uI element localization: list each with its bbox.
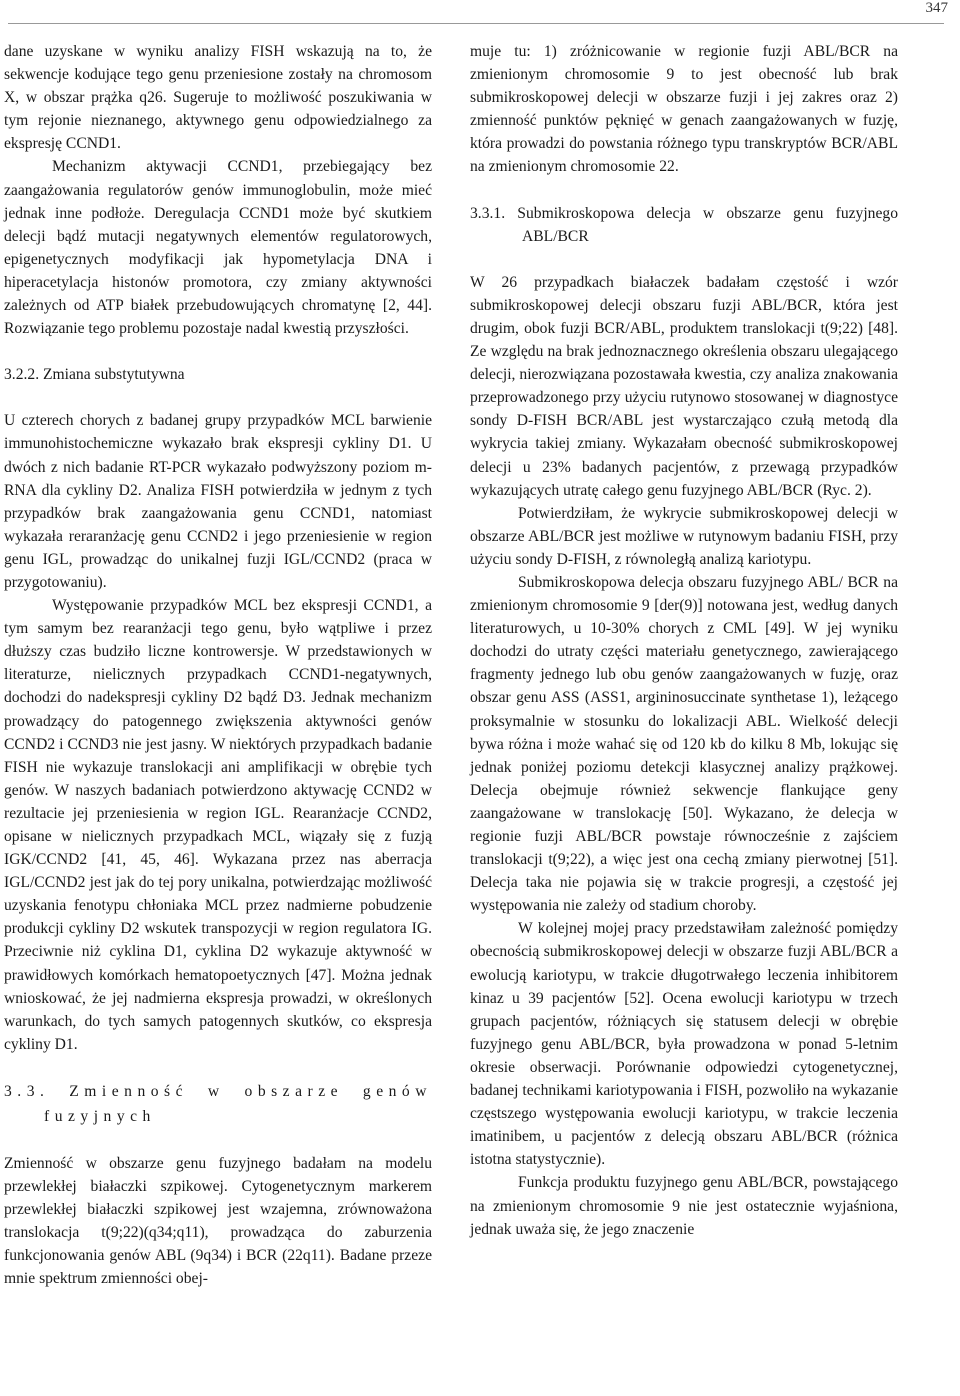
paragraph: Występowanie przypadków MCL bez ekspresji CCND1, a tym samym bez rearanżacji tego genu, było wątpliwe i przez dłuższy czas budziło liczne kontrowersje. W przedstawionych w literaturze, nielicznych przypadkach CCND1-negatywnych, dochodzi do nadekspresji cykliny D2 bądź D3. Jednak mechanizm prowadzący do patogennego zwiększenia aktywności genów CCND2 i CCND3 nie jest jasny. W niektórych przypadkach badanie FISH nie wykazuje translokacji ani amplifikacji w obrębie tych genów. W naszych badaniach potwierdzono aktywację CCND2 w rezultacie jej przeniesienia w region IGL. Rearanżacje CCND2, opisane w nielicznych przypadkach MCL, wiązały się z fuzją IGK/CCND2 [41, 45, 46]. Wykazana przez nas aberracja IGL/CCND2 jest jak do tej pory unikalna, potwierdzając możliwość uzyskania fenotypu chłoniaka MCL przez nadmierne pobudzenie produkcji cykliny D2 wskutek transpozycji w region regulatora IG. Przeciwnie niż cyklina D1, cyklina D2 wykazuje aktywność w prawidłowych komórkach hematopoetycznych [47]. Można jednak wnioskować, że jej nadmierna ekspresja prowadzi, w określonych warunkach, do tych samych patogennych skutków, co ekspresja cykliny D1.	[4, 597, 432, 1053]
paragraph: Submikroskopowa delecja obszaru fuzyjnego ABL/ BCR na zmienionym chromosomie 9 [der(9)] notowana jest, według danych literaturowych, u 10-30% chorych z CML [49]. W jej wyniku dochodzi do utraty części materiału genetycznego, zawierającego fragmenty jednego lub obu genów zaangażowanych w fuzję, oraz obszar genu ASS (ASS1, argininosuccinate synthetase 1), leżącego proksymalnie w stosunku do lokalizacji ABL. Wielkość delecji bywa różna i może wahać się od 120 kb do kilku 8 Mb, lokując się jednak poniżej poziomu detekcji klasycznej analizy prążkowej. Delecja obejmuje również sekwencje flankujące geny zaangażowane w translokację [50]. Wykazano, że delecja w regionie fuzji ABL/BCR powstaje równocześnie z zajściem translokacji t(9;22), a więc jest ona cechą zmiany pierwotnej [51]. Delecja taka nie pojawia się w trakcie progresji, a częstość jej występowania nie zależy od stadium choroby.	[470, 573, 898, 915]
paragraph: U czterech chorych z badanej grupy przypadków MCL barwienie immunohistochemiczne wykazało brak ekspresji cykliny D1. U dwóch z nich badanie RT-PCR wykazało podwyższony poziom m-RNA dla cykliny D2. Analiza FISH potwierdziła w jednym z tych przypadków brak zaangażowania genu CCND1, natomiast wykazała reraranżację genu CCND2 i jego przeniesienie w region genu IGL, prowadząc do unikalnej fuzji IGL/CCND2 (praca w przygotowaniu).	[4, 412, 432, 591]
paragraph: W 26 przypadkach białaczek badałam częstość i wzór submikroskopowej delecji obszaru fuzji ABL/BCR, która jest drugim, obok fuzji BCR/ABL, produktem translokacji t(9;22) [48]. Ze względu na brak jednoznacznego określenia obszaru ulegającego delecji, nierozwiązana pozostawała kwestia, czy analiza znakowania przeprowadzonego przy użyciu rutynowo stosowanej w diagnostyce sondy D-FISH BCR/ABL jest wystarczająco czułą metodą dla wykrycia takiej zmiany. Wykazałam obecność submikroskopowej delecji u 23% badanych pacjentów, z przewagą przypadków wykazujących utratę całego genu fuzyjnego ABL/BCR (Ryc. 2).	[470, 273, 898, 499]
header-rule	[8, 23, 944, 24]
paragraph: dane uzyskane w wyniku analizy FISH wskazują na to, że sekwencje kodujące tego genu przeniesione zostały na chromosom X, w obszar prążka q26. Sugeruje to możliwość poszukiwania w tym rejonie nieznanego, aktywnego genu odpowiedzialnego za ekspresję CCND1.	[4, 43, 432, 153]
paragraph: Mechanizm aktywacji CCND1, przebiegający bez zaangażowania regulatorów genów immunoglobulin, może mieć jednak inne podłoże. Deregulacja CCND1 może być skutkiem delecji bądź mutacji negatywnych elementów regulatorowych, epigenetycznych modyfikacji jak hypometylacja DNA i hiperacetylacja histonów promotora, czy zmiany aktywności zależnych od ATP białek przebudowujących chromatynę [2, 44]. Rozwiązanie tego problemu pozostaje nadal kwestią przyszłości.	[4, 158, 432, 338]
paragraph: muje tu: 1) zróżnicowanie w regionie fuzji ABL/BCR na zmienionym chromosomie 9 to jest obecność lub brak submikroskopowej delecji w obszarze fuzji i jej zakres oraz 2) zmienność punktów pęknięć w genach zaangażowanych w fuzję, która prowadzi do powstania różnego typu transkryptów BCR/ABL na zmienionym chromosomie 22.	[470, 43, 898, 176]
page-number: 347	[925, 0, 948, 16]
right-column	[470, 40, 898, 1241]
paragraph: Zmienność w obszarze genu fuzyjnego badałam na modelu przewlekłej białaczki szpikowej. Cytogenetycznym markerem przewlekłej białaczki szpikowej jest wzajemna, zrównoważona translokacja t(9;22)(q34;q11), prowadząca do zaburzenia funkcjonowania genów ABL (9q34) i BCR (22q11). Badane przeze mnie spektrum zmienności obej-	[4, 1154, 432, 1288]
paragraph: W kolejnej mojej pracy przedstawiłam zależność pomiędzy obecnością submikroskopowej delecji w obszarze fuzji ABL/BCR a ewolucją kariotypu, w trakcie długotrwałego leczenia inhibitorem kinaz u 39 pacjentów [52]. Ocena ewolucji kariotypu w trzech grupach pacjentów, różniących się statusem delecji w obrębie fuzyjnego genu ABL/BCR, była prowadzona w ponad 5-letnim okresie obserwacji. Porównanie odpowiedzi cytogenetycznej, badanej technikami kariotypowania i FISH, pozwoliło na wykazanie częstszego występowania ewolucji kariotypu, w trakcie leczenia imatinibem, u pacjentów z delecją obszaru ABL/BCR (różnica istotna statystycznie).	[470, 920, 898, 1169]
paragraph: Potwierdziłam, że wykrycie submikroskopowej delecji w obszarze ABL/BCR jest możliwe w rutynowym badaniu FISH, przy użyciu sondy D-FISH, z równoległą analizą kariotypu.	[470, 504, 898, 568]
paragraph: Funkcja produktu fuzyjnego genu ABL/BCR, powstającego na zmienionym chromosomie 9 nie jest ostatecznie wyjaśniona, jednak uważa się, że jego znaczenie	[470, 1174, 898, 1238]
section-heading-3-3: 3.3. Zmienność w obszarze genów fuzyjnych	[4, 1082, 432, 1125]
section-heading-3-3-1: 3.3.1. Submikroskopowa delecja w obszarze genu fuzyjnego ABL/BCR	[470, 204, 898, 245]
section-heading-3-2-2: 3.2.2. Zmiana substytutywna	[4, 366, 185, 384]
left-column	[4, 40, 432, 1291]
